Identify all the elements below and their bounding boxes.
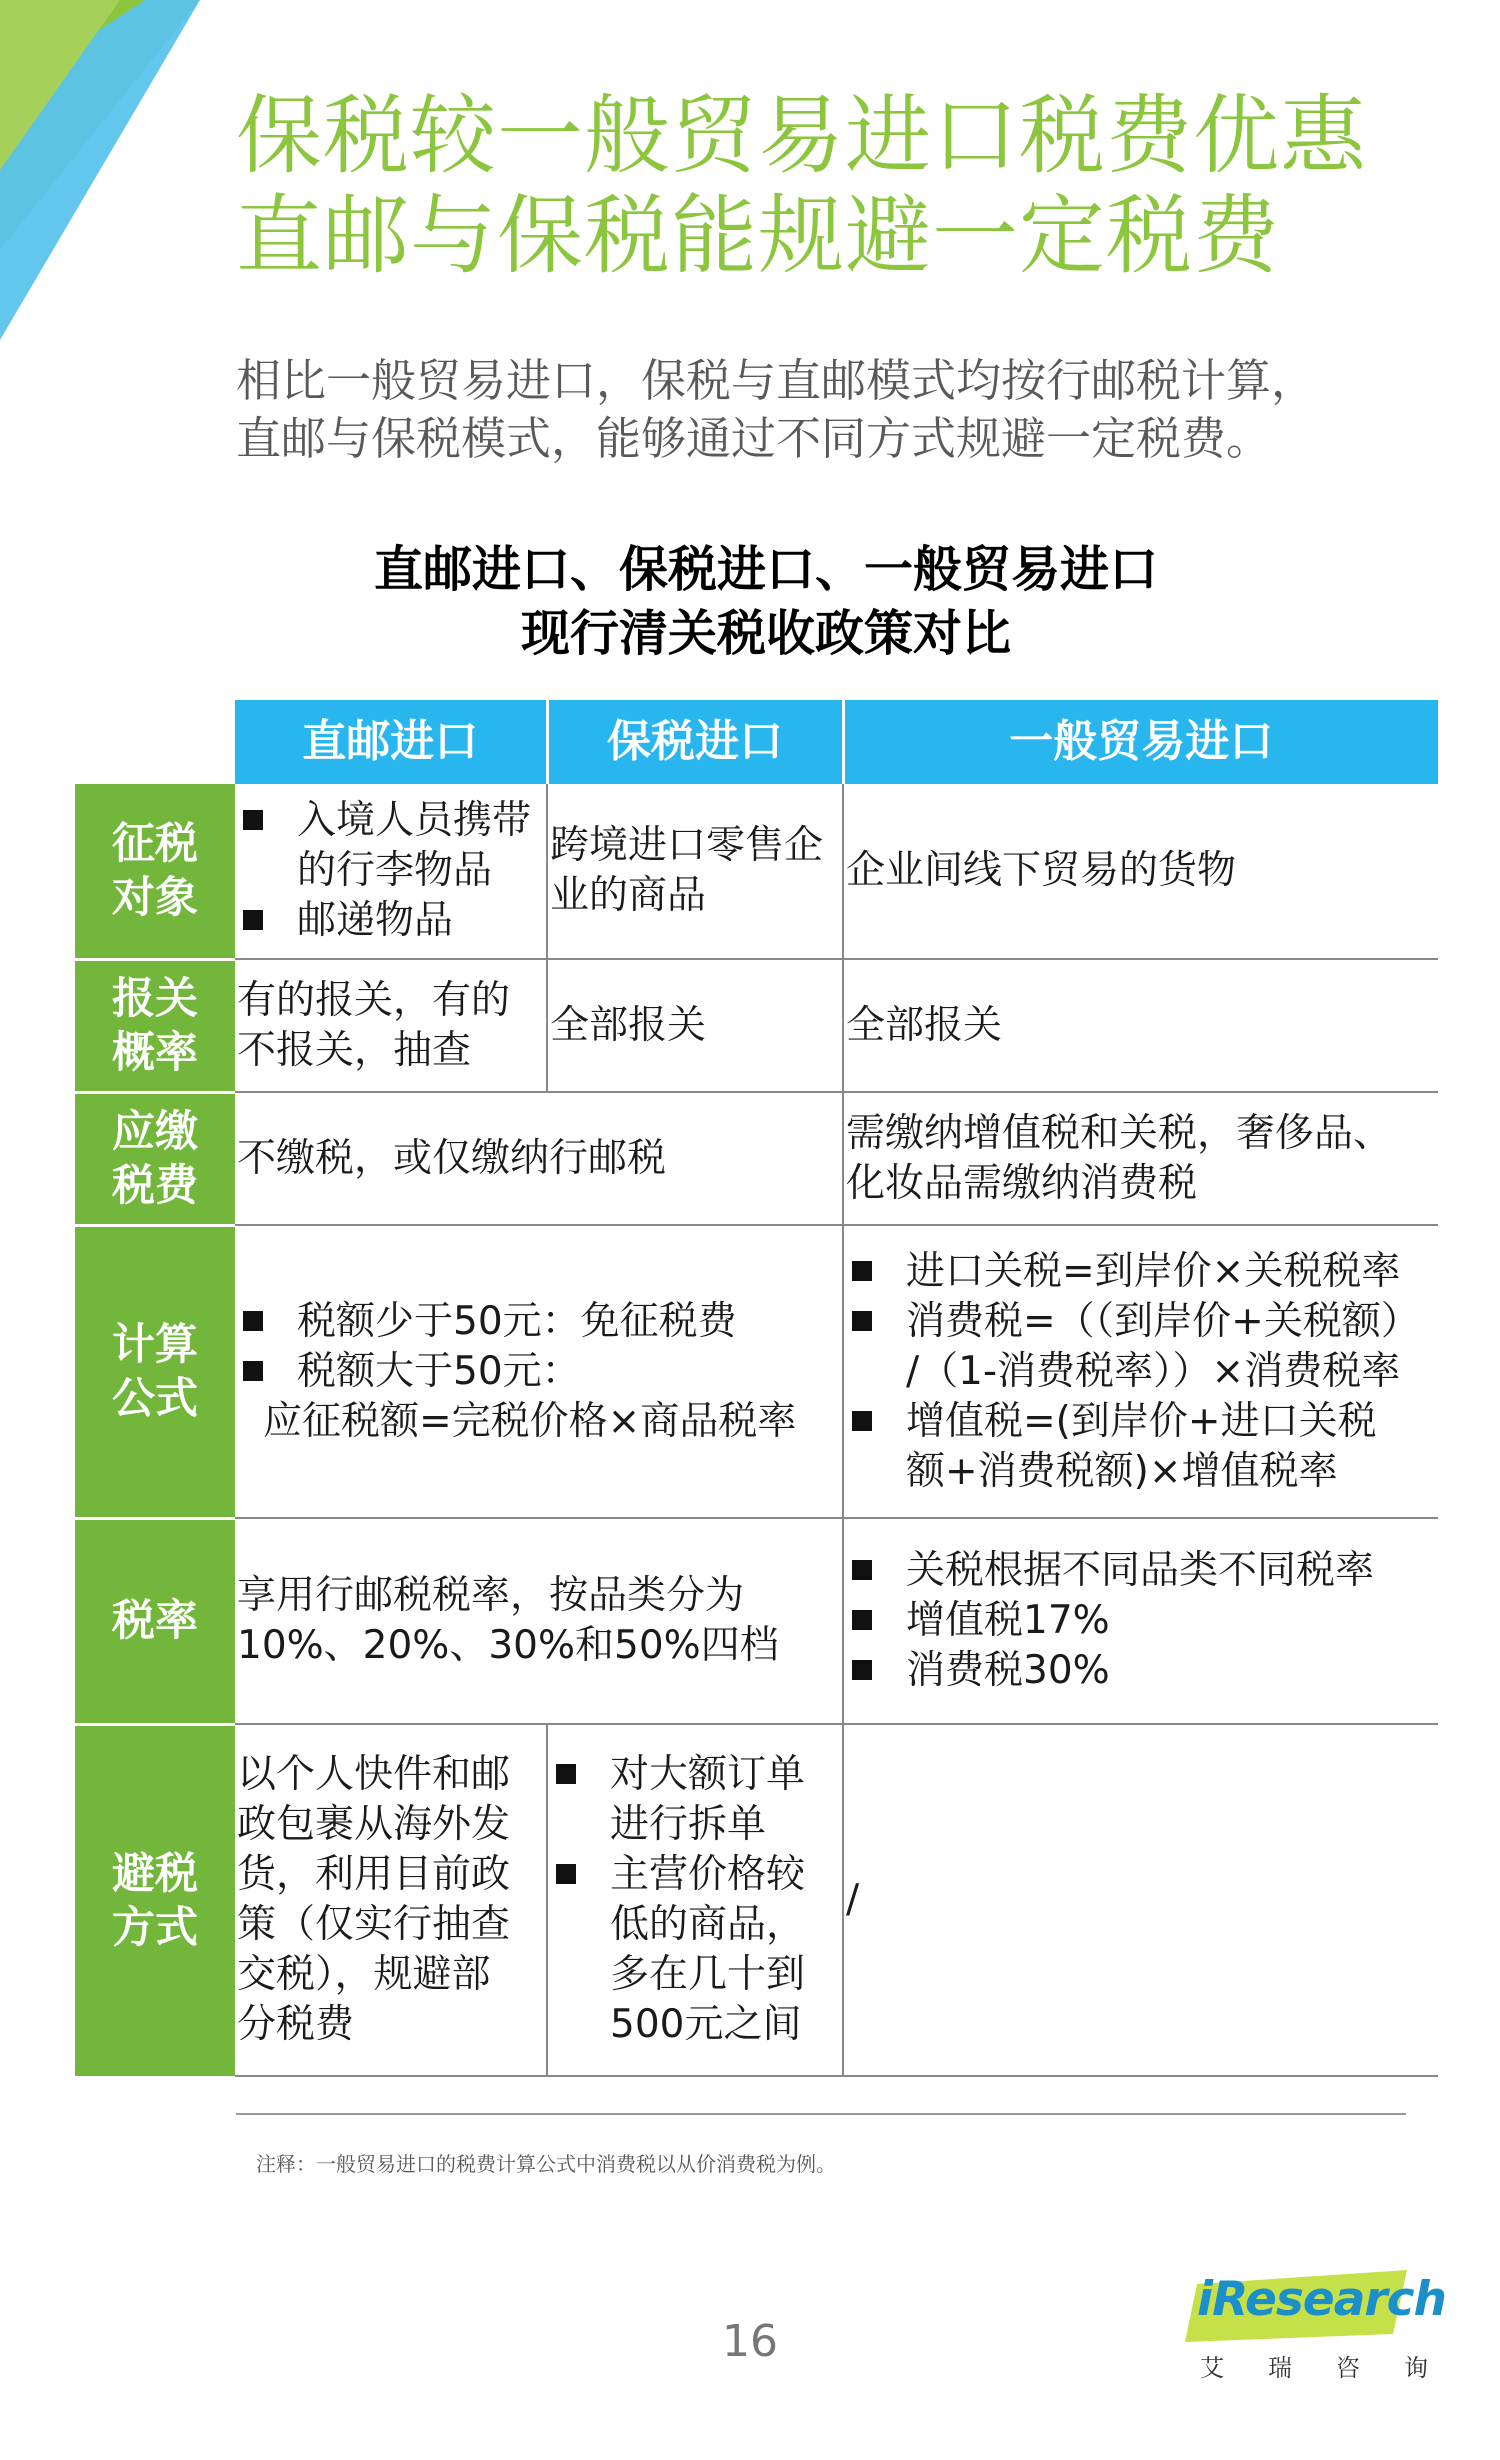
- list-item: 入境人员携带的行李物品: [237, 796, 544, 896]
- table-cell: [547, 1724, 843, 2076]
- table-cell: 以个人快件和邮 政包裹从海外发 货，利用目前政 策（仅实行抽查 交税），规避部 分税费: [235, 1724, 547, 2076]
- table-row: [75, 784, 1438, 959]
- row-header: 报关 概率: [75, 959, 235, 1092]
- corner-decoration: [0, 0, 200, 340]
- logo-char: 瑞: [1268, 2354, 1292, 2382]
- table-cell: 享用行邮税税率，按品类分为 10%、20%、30%和50%四档: [235, 1518, 843, 1724]
- table-corner-cell: [75, 700, 235, 784]
- bullet-icon: [556, 1864, 576, 1884]
- table-cell: 企业间线下贸易的货物: [843, 784, 1438, 959]
- table-cell: /: [843, 1724, 1438, 2076]
- bullet-icon: [243, 1361, 263, 1381]
- list-item: 税额大于50元：: [237, 1347, 840, 1397]
- bullet-icon: [243, 1311, 263, 1331]
- table-row: [75, 1092, 1438, 1225]
- title-line-2: 直邮与保税能规避一定税费: [236, 186, 1280, 286]
- table-row: [75, 1724, 1438, 2076]
- table-cell: 全部报关: [547, 959, 843, 1092]
- table-cell: 需缴纳增值税和关税，奢侈品、 化妆品需缴纳消费税: [843, 1092, 1438, 1225]
- bullet-icon: [852, 1411, 872, 1431]
- table-title: [236, 538, 1296, 666]
- title-line-1: 保税较一般贸易进口税费优惠: [236, 86, 1367, 186]
- table-title-line-1: 直邮进口、保税进口、一般贸易进口: [373, 541, 1158, 598]
- bullet-icon: [556, 1764, 576, 1784]
- col-header-general: 一般贸易进口: [843, 700, 1438, 784]
- bullet-icon: [243, 810, 263, 830]
- list-item: 增值税=(到岸价+进口关税 额+消费税额)×增值税率: [846, 1397, 1436, 1497]
- logo-char: 艾: [1200, 2354, 1224, 2382]
- row-header: 征税 对象: [75, 784, 235, 959]
- bullet-icon: [852, 1560, 872, 1580]
- subtitle-line-2: 直邮与保税模式，能够通过不同方式规避一定税费。: [236, 412, 1272, 465]
- table-cell: [235, 1225, 843, 1518]
- col-header-bonded: 保税进口: [547, 700, 843, 784]
- formula-text: 应征税额=完税价格×商品税率: [263, 1398, 797, 1444]
- bullet-icon: [852, 1261, 872, 1281]
- divider: [236, 2113, 1406, 2115]
- subtitle-line-1: 相比一般贸易进口，保税与直邮模式均按行邮税计算，: [236, 354, 1317, 407]
- list-item: 对大额订单 进行拆单: [550, 1750, 840, 1850]
- table-cell: 不缴税，或仅缴纳行邮税: [235, 1092, 843, 1225]
- list-item: 主营价格较 低的商品， 多在几十到 500元之间: [550, 1850, 840, 2050]
- bullet-icon: [852, 1311, 872, 1331]
- table-row: [75, 959, 1438, 1092]
- table-header-row: [75, 700, 1438, 784]
- table-title-line-2: 现行清关税收政策对比: [520, 605, 1011, 662]
- table-cell: [843, 1518, 1438, 1724]
- list-item: 消费税=（（到岸价+关税额） /（1-消费税率））×消费税率: [846, 1297, 1436, 1397]
- row-header: 计算 公式: [75, 1225, 235, 1518]
- bullet-icon: [243, 910, 263, 930]
- table-row: [75, 1518, 1438, 1724]
- table-cell: [235, 784, 547, 959]
- logo-chinese: [1200, 2348, 1428, 2383]
- table-cell: 跨境进口零售企业的商品: [547, 784, 843, 959]
- logo-brand: iResearch: [1197, 2272, 1446, 2327]
- table-cell: 有的报关，有的 不报关，抽查: [235, 959, 547, 1092]
- list-item: 增值税17%: [846, 1596, 1436, 1646]
- list-item: 关税根据不同品类不同税率: [846, 1546, 1436, 1596]
- page-title: [236, 86, 1456, 286]
- page-subtitle: [236, 352, 1436, 468]
- row-header: 应缴 税费: [75, 1092, 235, 1225]
- list-item: 邮递物品: [237, 896, 544, 946]
- list-item: 消费税30%: [846, 1646, 1436, 1696]
- page-number: 16: [722, 2316, 778, 2367]
- logo-char: 咨: [1336, 2354, 1360, 2382]
- col-header-direct: 直邮进口: [235, 700, 547, 784]
- table-row: [75, 1225, 1438, 1518]
- list-item: 税额少于50元：免征税费: [237, 1297, 840, 1347]
- row-header: 税率: [75, 1518, 235, 1724]
- table-cell: [843, 1225, 1438, 1518]
- footnote: 注释：一般贸易进口的税费计算公式中消费税以从价消费税为例。: [256, 2152, 836, 2176]
- logo-char: 询: [1404, 2354, 1428, 2382]
- row-header: 避税 方式: [75, 1724, 235, 2076]
- bullet-icon: [852, 1660, 872, 1680]
- bullet-icon: [852, 1610, 872, 1630]
- table-cell: 全部报关: [843, 959, 1438, 1092]
- comparison-table: [75, 700, 1438, 2077]
- list-item: 进口关税=到岸价×关税税率: [846, 1247, 1436, 1297]
